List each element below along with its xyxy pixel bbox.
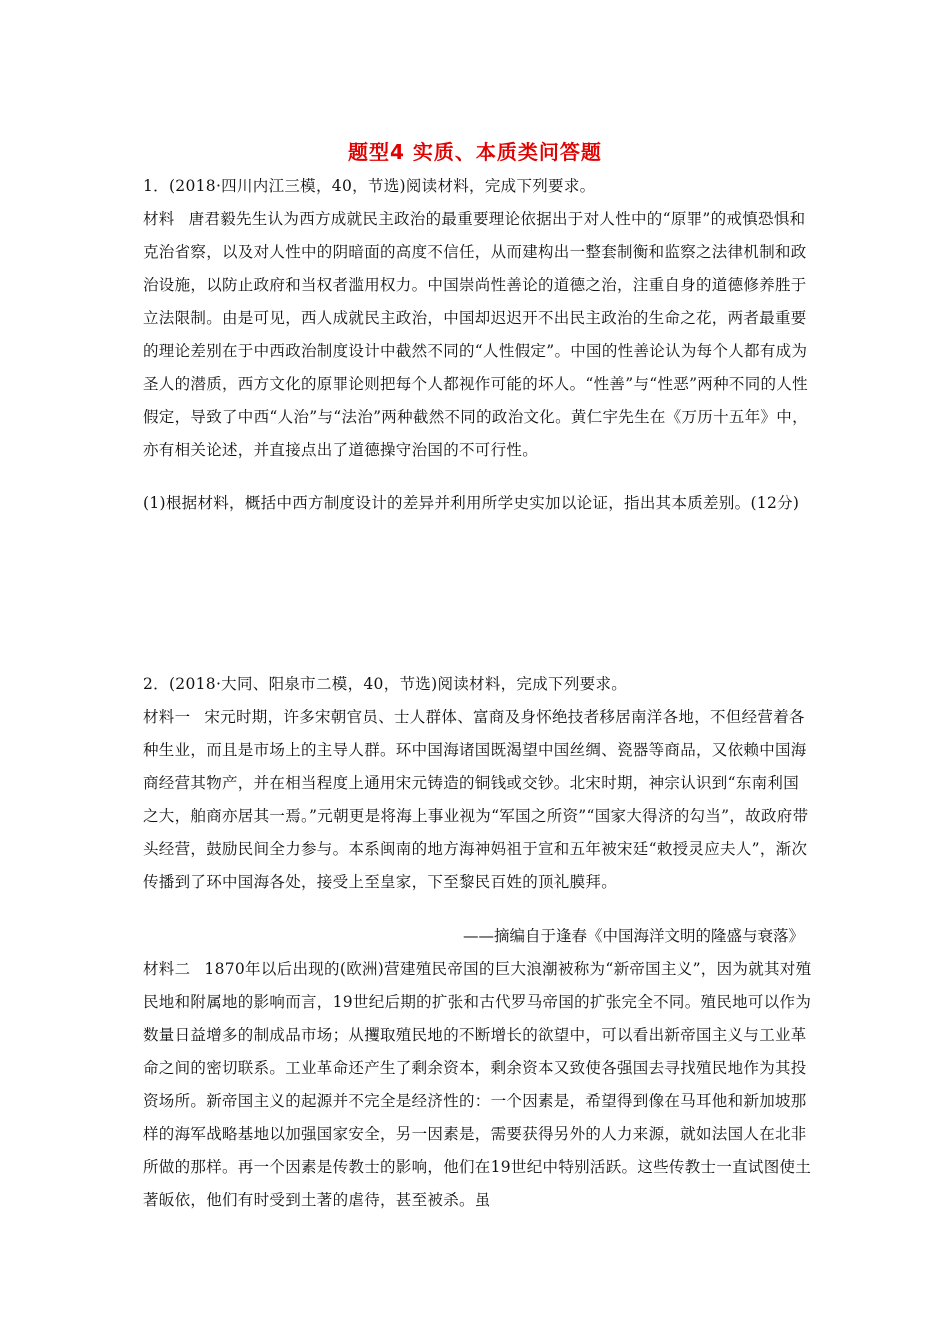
- question-1-heading: [143, 170, 813, 203]
- question-2-material-1: [143, 701, 813, 899]
- page-title: 题型4 实质、本质类问答题: [348, 140, 602, 164]
- material-2-paragraph: [143, 953, 813, 1217]
- material-2-label: 材料二: [143, 960, 191, 978]
- question-1-subquestion-text: (1)根据材料，概括中西方制度设计的差异并利用所学史实加以论证，指出其本质差别。(12分): [143, 494, 800, 512]
- material-1-label: 材料一: [143, 708, 191, 726]
- material-1-text: 宋元时期，许多宋朝官员、士人群体、富商及身怀绝技者移居南洋各地，不但经营着各种生业，而且是市场上的主导人群。环中国海诸国既渴望中国丝绸、瓷器等商品，又依赖中国海商经营其物产，并在相当程度上通用宋元铸造的铜钱或交钞。北宋时期，神宗认识到“东南利国之大，舶商亦居其一焉。”元朝更是将海上事业视为“军国之所资”“国家大得济的勾当”，故政府带头经营，鼓励民间全力参与。本系闽南的地方海神妈祖于宣和五年被宋廷“敕授灵应夫人”，渐次传播到了环中国海各处，接受上至皇家，下至黎民百姓的顶礼膜拜。: [143, 708, 809, 891]
- material-2-text: 1870年以后出现的(欧洲)营建殖民帝国的巨大浪潮被称为“新帝国主义”，因为就其对殖民地和附属地的影响而言，19世纪后期的扩张和古代罗马帝国的扩张完全不同。殖民地可以作为数量日益增多的制成品市场；从攫取殖民地的不断增长的欲望中，可以看出新帝国主义与工业革命之间的密切联系。工业革命还产生了剩余资本，剩余资本又致使各强国去寻找殖民地作为其投资场所。新帝国主义的起源并不完全是经济性的：一个因素是，希望得到像在马耳他和新加坡那样的海军战略基地以加强国家安全，另一因素是，需要获得另外的人力来源，就如法国人在北非所做的那样。再一个因素是传教士的影响，他们在19世纪中特别活跃。这些传教士一直试图使土著皈依，他们有时受到土著的虐待，甚至被杀。虽: [143, 960, 812, 1209]
- material-1-source: ——摘编自于逢春《中国海洋文明的隆盛与衰落》: [462, 927, 804, 945]
- question-2-heading-text: 2．(2018·大同、阳泉市二模，40，节选)阅读材料，完成下列要求。: [143, 675, 628, 693]
- question-1-heading-text: 1．(2018·四川内江三模，40，节选)阅读材料，完成下列要求。: [143, 177, 596, 195]
- material-label: 材料: [143, 210, 175, 228]
- material-text: 唐君毅先生认为西方成就民主政治的最重要理论依据出于对人性中的“原罪”的戒慎恐惧和克治省察，以及对人性中的阴暗面的高度不信任，从而建构出一整套制衡和监察之法律机制和政治设施，以防止政府和当权者滥用权力。中国崇尚性善论的道德之治，注重自身的道德修养胜于立法限制。由是可见，西人成就民主政治，中国却迟迟开不出民主政治的生命之花，两者最重要的理论差别在于中西政治制度设计中截然不同的“人性假定”。中国的性善论认为每个人都有成为圣人的潜质，西方文化的原罪论则把每个人都视作可能的坏人。“性善”与“性恶”两种不同的人性假定，导致了中西“人治”与“法治”两种截然不同的政治文化。黄仁宇先生在《万历十五年》中，亦有相关论述，并直接点出了道德操守治国的不可行性。: [143, 210, 808, 459]
- material-1-paragraph: [143, 701, 813, 899]
- question-1-material: [143, 203, 813, 467]
- question-2-heading: [143, 668, 813, 701]
- question-1-material-paragraph: [143, 203, 813, 467]
- question-2-material-2: [143, 953, 813, 1217]
- question-1-subquestion: [143, 487, 813, 520]
